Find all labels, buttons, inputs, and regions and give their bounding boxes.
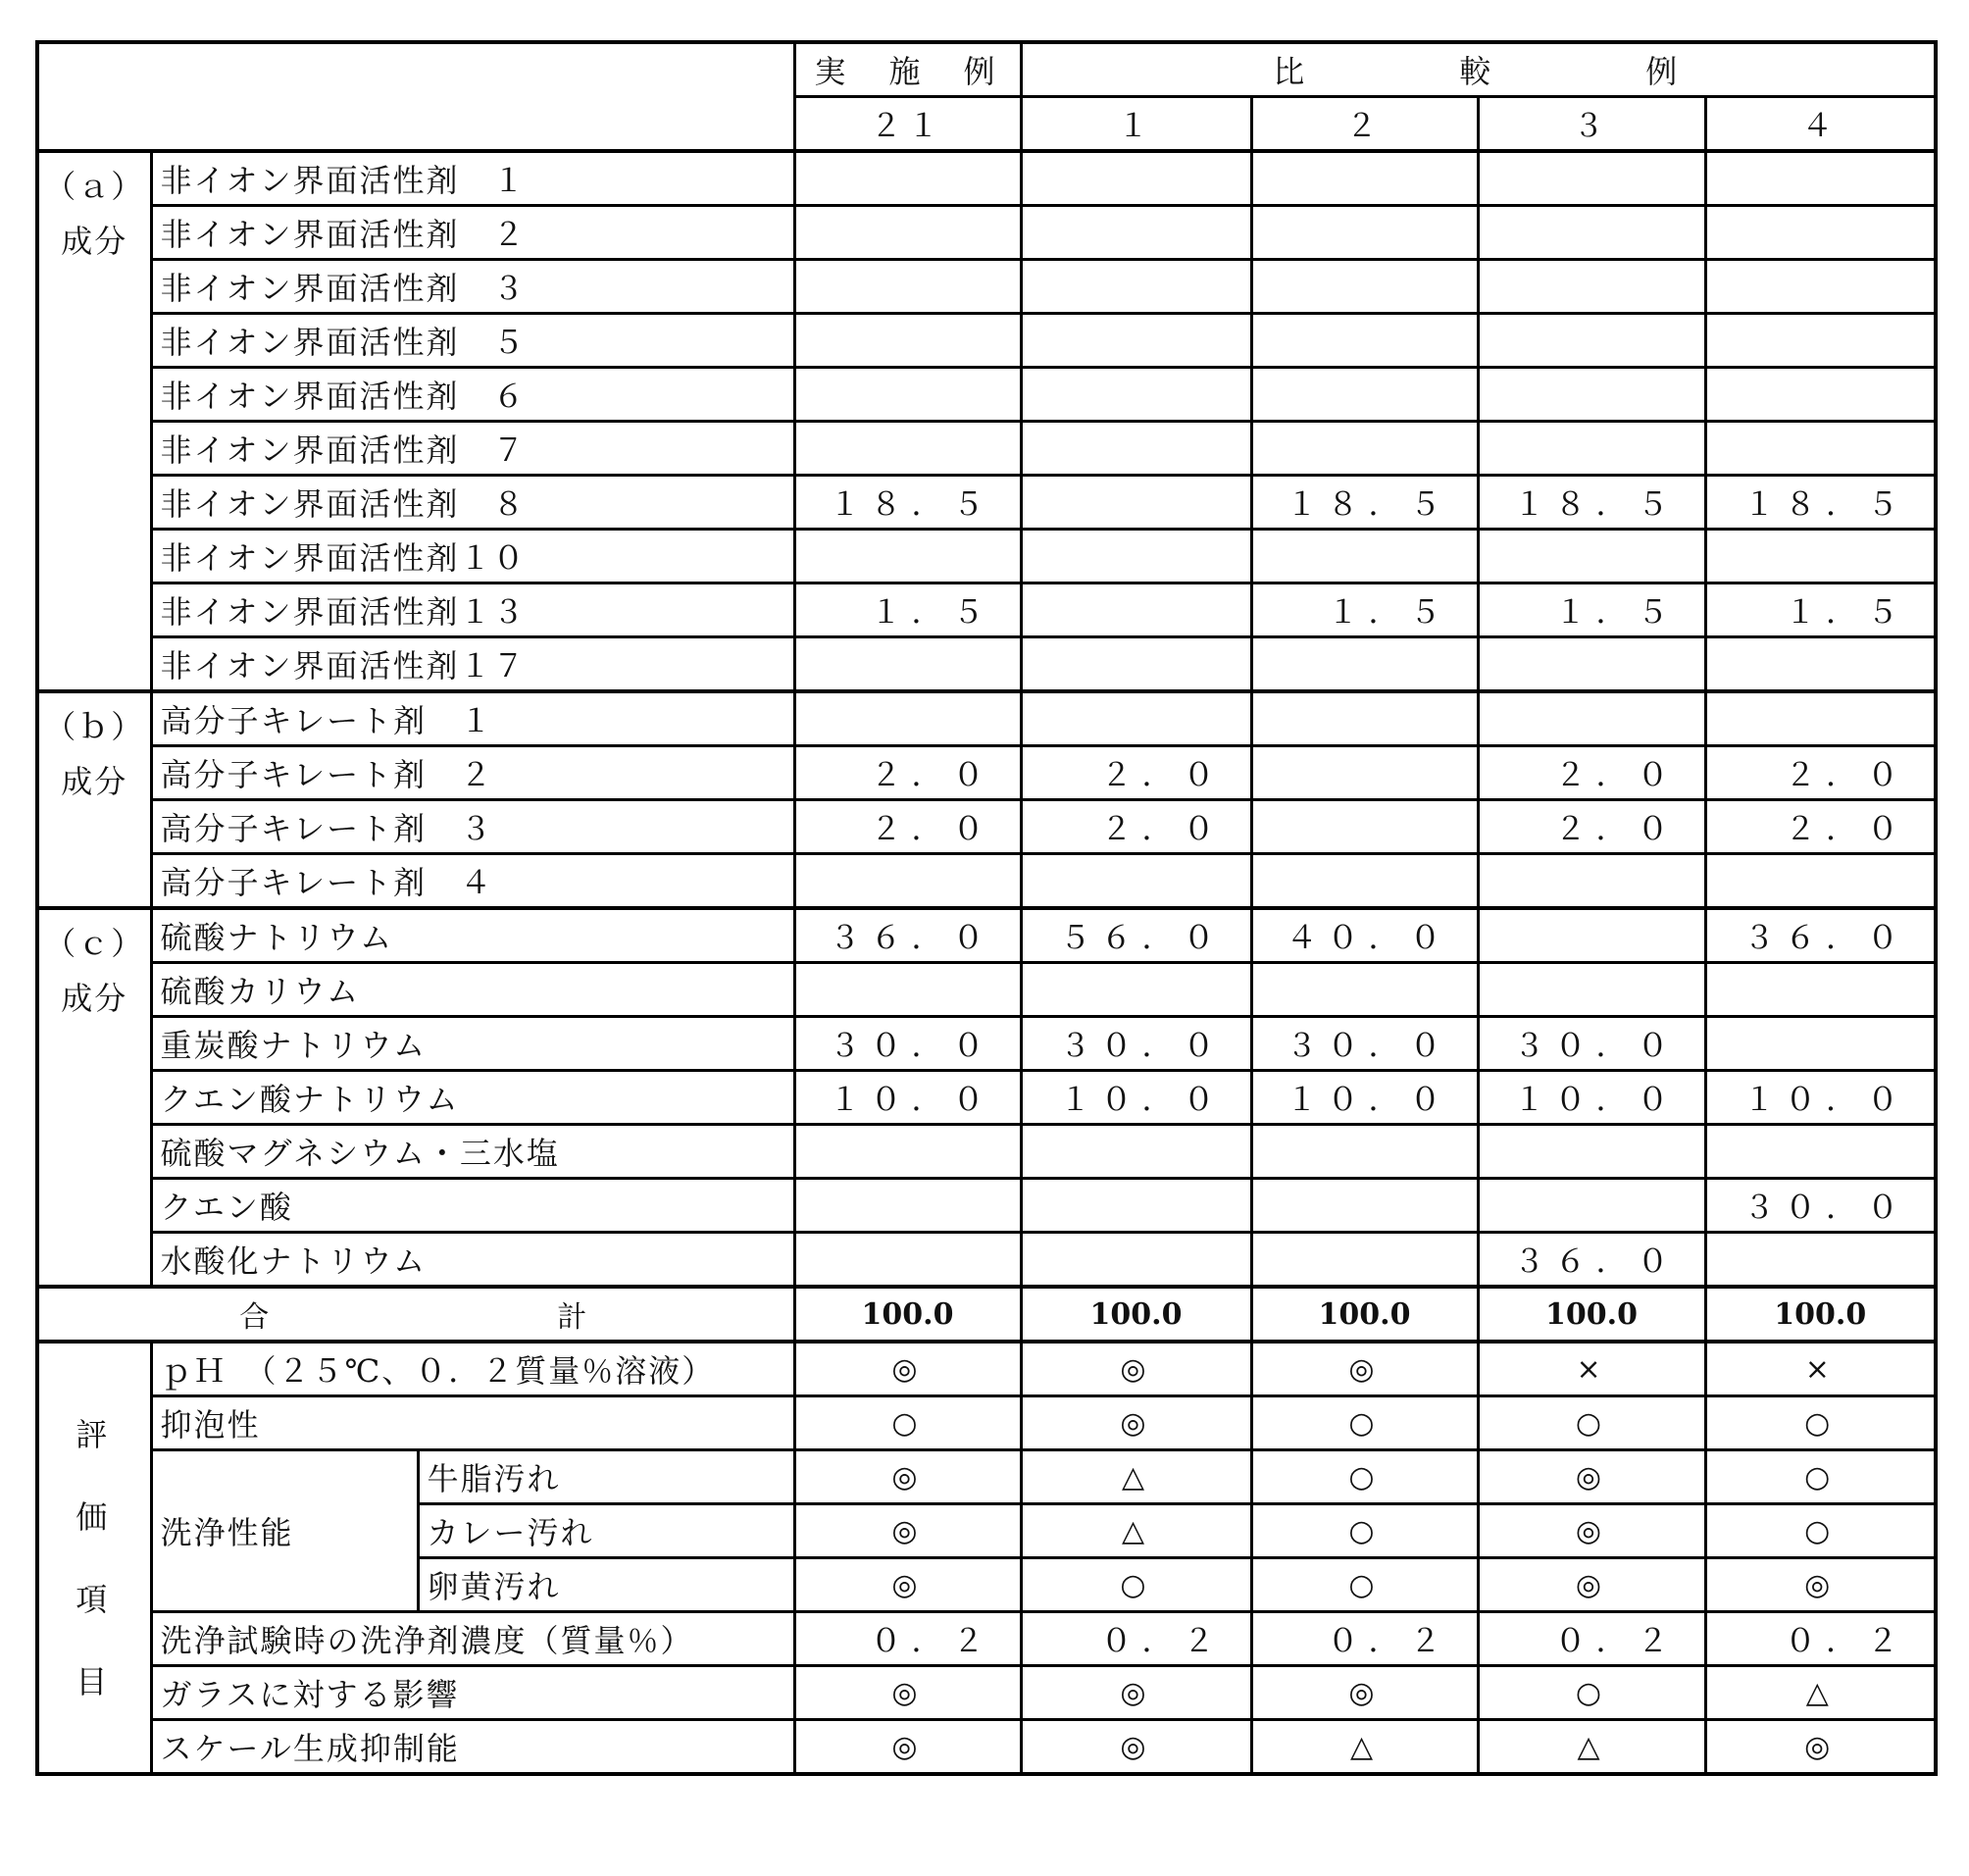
value-cell: △: [1251, 1720, 1478, 1775]
value-cell: ○: [1705, 1396, 1936, 1450]
value-cell: ◎: [1021, 1342, 1251, 1396]
formulation-table: [35, 40, 1938, 1776]
evaluation-item: 洗浄性能: [151, 1450, 418, 1612]
value-cell: [1021, 206, 1251, 260]
table-row: [37, 260, 1936, 314]
value-cell: 100.0: [1021, 1287, 1251, 1342]
value-cell: １０．０: [1478, 1071, 1705, 1125]
table-row: [37, 476, 1936, 530]
ingredient-name: 非イオン界面活性剤１３: [151, 583, 794, 637]
value-cell: [794, 422, 1021, 476]
table-row: [37, 422, 1936, 476]
value-cell: ◎: [1478, 1450, 1705, 1504]
ingredient-name: 高分子キレート剤 ２: [151, 746, 794, 800]
table-row: [37, 583, 1936, 637]
value-cell: ◎: [794, 1666, 1021, 1720]
value-cell: [1251, 1179, 1478, 1233]
value-cell: [1705, 530, 1936, 583]
value-cell: [794, 368, 1021, 422]
value-cell: [794, 963, 1021, 1017]
value-cell: ○: [1021, 1558, 1251, 1612]
ingredient-name: 高分子キレート剤 ３: [151, 800, 794, 854]
value-cell: ０．２: [794, 1612, 1021, 1666]
ingredient-name: 非イオン界面活性剤 ５: [151, 314, 794, 368]
table-row: [37, 206, 1936, 260]
evaluation-row: [37, 1342, 1936, 1396]
value-cell: ○: [1251, 1450, 1478, 1504]
value-cell: ◎: [1478, 1504, 1705, 1558]
value-cell: ２．０: [1478, 746, 1705, 800]
value-cell: [1021, 854, 1251, 909]
value-cell: ２．０: [794, 800, 1021, 854]
value-cell: [1251, 800, 1478, 854]
evaluation-row: [37, 1612, 1936, 1666]
value-cell: [1021, 151, 1251, 206]
value-cell: ◎: [794, 1720, 1021, 1775]
value-cell: １０．０: [794, 1071, 1021, 1125]
value-cell: １８．５: [1705, 476, 1936, 530]
value-cell: [1478, 151, 1705, 206]
value-cell: [1251, 530, 1478, 583]
value-cell: [794, 637, 1021, 692]
value-cell: [1478, 1179, 1705, 1233]
value-cell: ４０．０: [1251, 908, 1478, 963]
value-cell: △: [1705, 1666, 1936, 1720]
value-cell: ◎: [794, 1504, 1021, 1558]
evaluation-subitem: カレー汚れ: [418, 1504, 794, 1558]
table-row: [37, 637, 1936, 692]
value-cell: ３６．０: [1705, 908, 1936, 963]
value-cell: ◎: [1251, 1342, 1478, 1396]
ingredient-name: 非イオン界面活性剤１７: [151, 637, 794, 692]
table-row: [37, 1071, 1936, 1125]
value-cell: ０．２: [1251, 1612, 1478, 1666]
value-cell: [1021, 530, 1251, 583]
ingredient-name: 非イオン界面活性剤 ６: [151, 368, 794, 422]
value-cell: ○: [794, 1396, 1021, 1450]
value-cell: [1478, 422, 1705, 476]
table-row: [37, 691, 1936, 746]
value-cell: 100.0: [1705, 1287, 1936, 1342]
value-cell: [1478, 314, 1705, 368]
column-header: ２: [1251, 97, 1478, 152]
value-cell: [1705, 1233, 1936, 1288]
value-cell: [1705, 854, 1936, 909]
value-cell: [1251, 206, 1478, 260]
value-cell: １０．０: [1705, 1071, 1936, 1125]
value-cell: [1021, 1179, 1251, 1233]
value-cell: ３６．０: [794, 908, 1021, 963]
value-cell: [794, 1233, 1021, 1288]
value-cell: [1021, 583, 1251, 637]
ingredient-name: 非イオン界面活性剤 ２: [151, 206, 794, 260]
evaluation-item: 抑泡性: [151, 1396, 794, 1450]
group-label: （ａ） 成分: [37, 151, 151, 691]
value-cell: [794, 314, 1021, 368]
value-cell: [1478, 530, 1705, 583]
header-comparative: 比 較 例: [1021, 42, 1936, 97]
value-cell: １．５: [794, 583, 1021, 637]
evaluation-row: [37, 1720, 1936, 1775]
value-cell: １０．０: [1251, 1071, 1478, 1125]
value-cell: [1021, 963, 1251, 1017]
value-cell: １８．５: [1478, 476, 1705, 530]
value-cell: [1251, 151, 1478, 206]
value-cell: ◎: [794, 1450, 1021, 1504]
value-cell: [1251, 637, 1478, 692]
column-header: ４: [1705, 97, 1936, 152]
ingredient-name: 高分子キレート剤 １: [151, 691, 794, 746]
value-cell: ◎: [794, 1342, 1021, 1396]
table-row: [37, 1125, 1936, 1179]
value-cell: ◎: [1021, 1396, 1251, 1450]
ingredient-name: 水酸化ナトリウム: [151, 1233, 794, 1288]
value-cell: [1251, 314, 1478, 368]
value-cell: [1705, 637, 1936, 692]
value-cell: [1021, 1125, 1251, 1179]
ingredient-name: 非イオン界面活性剤 ８: [151, 476, 794, 530]
value-cell: 100.0: [1478, 1287, 1705, 1342]
evaluation-item: ガラスに対する影響: [151, 1666, 794, 1720]
value-cell: [1251, 422, 1478, 476]
value-cell: △: [1021, 1450, 1251, 1504]
value-cell: [1705, 963, 1936, 1017]
ingredient-name: 高分子キレート剤 ４: [151, 854, 794, 909]
value-cell: △: [1478, 1720, 1705, 1775]
value-cell: ◎: [1251, 1666, 1478, 1720]
value-cell: ◎: [794, 1558, 1021, 1612]
value-cell: 100.0: [794, 1287, 1021, 1342]
value-cell: [1021, 368, 1251, 422]
value-cell: １０．０: [1021, 1071, 1251, 1125]
value-cell: [794, 151, 1021, 206]
table-row: [37, 800, 1936, 854]
value-cell: ◎: [1478, 1558, 1705, 1612]
value-cell: [1251, 1233, 1478, 1288]
value-cell: [1251, 963, 1478, 1017]
value-cell: ５６．０: [1021, 908, 1251, 963]
value-cell: [794, 530, 1021, 583]
header-example: 実 施 例: [794, 42, 1021, 97]
evaluation-row: [37, 1666, 1936, 1720]
column-header: ３: [1478, 97, 1705, 152]
evaluation-subitem: 牛脂汚れ: [418, 1450, 794, 1504]
value-cell: ３０．０: [1251, 1017, 1478, 1071]
value-cell: [1705, 206, 1936, 260]
value-cell: ○: [1705, 1504, 1936, 1558]
evaluation-row: [37, 1450, 1936, 1504]
evaluation-item: 洗浄試験時の洗浄剤濃度（質量％）: [151, 1612, 794, 1666]
value-cell: [794, 206, 1021, 260]
table-row: [37, 530, 1936, 583]
value-cell: ◎: [1021, 1666, 1251, 1720]
value-cell: [1021, 691, 1251, 746]
value-cell: [1478, 691, 1705, 746]
value-cell: １．５: [1705, 583, 1936, 637]
value-cell: [1705, 260, 1936, 314]
value-cell: ２．０: [1021, 746, 1251, 800]
value-cell: １８．５: [1251, 476, 1478, 530]
value-cell: １．５: [1478, 583, 1705, 637]
value-cell: ◎: [1021, 1720, 1251, 1775]
value-cell: ○: [1251, 1504, 1478, 1558]
value-cell: ３６．０: [1478, 1233, 1705, 1288]
value-cell: ３０．０: [1705, 1179, 1936, 1233]
value-cell: ×: [1478, 1342, 1705, 1396]
value-cell: [1478, 206, 1705, 260]
value-cell: ◎: [1705, 1720, 1936, 1775]
value-cell: [1478, 963, 1705, 1017]
value-cell: [1705, 368, 1936, 422]
ingredient-name: 重炭酸ナトリウム: [151, 1017, 794, 1071]
value-cell: [1478, 854, 1705, 909]
table-row: [37, 908, 1936, 963]
value-cell: △: [1021, 1504, 1251, 1558]
value-cell: ２．０: [1705, 746, 1936, 800]
value-cell: １．５: [1251, 583, 1478, 637]
total-row: [37, 1287, 1936, 1342]
value-cell: 100.0: [1251, 1287, 1478, 1342]
evaluation-item: スケール生成抑制能: [151, 1720, 794, 1775]
group-label: （ｂ） 成分: [37, 691, 151, 908]
evaluation-item: ｐＨ （２５℃、０．２質量％溶液）: [151, 1342, 794, 1396]
value-cell: ２．０: [794, 746, 1021, 800]
value-cell: ３０．０: [1478, 1017, 1705, 1071]
value-cell: ２．０: [1021, 800, 1251, 854]
value-cell: １８．５: [794, 476, 1021, 530]
value-cell: [1705, 151, 1936, 206]
table-row: [37, 854, 1936, 909]
value-cell: ×: [1705, 1342, 1936, 1396]
group-label: （ｃ） 成分: [37, 908, 151, 1287]
value-cell: ２．０: [1478, 800, 1705, 854]
value-cell: [1251, 854, 1478, 909]
value-cell: ３０．０: [1021, 1017, 1251, 1071]
value-cell: [1705, 1125, 1936, 1179]
value-cell: [1021, 637, 1251, 692]
value-cell: ２．０: [1705, 800, 1936, 854]
ingredient-name: 硫酸マグネシウム・三水塩: [151, 1125, 794, 1179]
value-cell: [1021, 476, 1251, 530]
ingredient-name: クエン酸: [151, 1179, 794, 1233]
value-cell: ０．２: [1478, 1612, 1705, 1666]
ingredient-name: 硫酸ナトリウム: [151, 908, 794, 963]
value-cell: [1705, 422, 1936, 476]
ingredient-name: 硫酸カリウム: [151, 963, 794, 1017]
evaluation-subitem: 卵黄汚れ: [418, 1558, 794, 1612]
value-cell: [1021, 260, 1251, 314]
column-header: １: [1021, 97, 1251, 152]
table-row: [37, 151, 1936, 206]
table-row: [37, 1233, 1936, 1288]
value-cell: ○: [1251, 1396, 1478, 1450]
value-cell: [1251, 368, 1478, 422]
value-cell: ○: [1478, 1666, 1705, 1720]
value-cell: ０．２: [1705, 1612, 1936, 1666]
ingredient-name: クエン酸ナトリウム: [151, 1071, 794, 1125]
value-cell: [1478, 1125, 1705, 1179]
table-row: [37, 314, 1936, 368]
value-cell: [1478, 260, 1705, 314]
value-cell: ０．２: [1021, 1612, 1251, 1666]
value-cell: [1251, 1125, 1478, 1179]
value-cell: [1021, 422, 1251, 476]
value-cell: ○: [1705, 1450, 1936, 1504]
evaluation-label: 評 価 項 目: [37, 1342, 151, 1774]
header-corner: [37, 42, 794, 151]
value-cell: ３０．０: [794, 1017, 1021, 1071]
total-label: 合 計: [37, 1287, 794, 1342]
value-cell: ○: [1251, 1558, 1478, 1612]
value-cell: [1251, 691, 1478, 746]
value-cell: [1478, 908, 1705, 963]
ingredient-name: 非イオン界面活性剤１０: [151, 530, 794, 583]
value-cell: [794, 260, 1021, 314]
value-cell: ◎: [1705, 1558, 1936, 1612]
value-cell: [1251, 260, 1478, 314]
ingredient-name: 非イオン界面活性剤 ３: [151, 260, 794, 314]
value-cell: [1478, 637, 1705, 692]
table-row: [37, 746, 1936, 800]
value-cell: [1021, 1233, 1251, 1288]
value-cell: [1251, 746, 1478, 800]
value-cell: [1705, 1017, 1936, 1071]
value-cell: [1021, 314, 1251, 368]
table-row: [37, 1179, 1936, 1233]
value-cell: [1705, 691, 1936, 746]
column-header: ２１: [794, 97, 1021, 152]
value-cell: [794, 691, 1021, 746]
table-row: [37, 1017, 1936, 1071]
value-cell: ○: [1478, 1396, 1705, 1450]
value-cell: [1705, 314, 1936, 368]
table-row: [37, 368, 1936, 422]
value-cell: [794, 854, 1021, 909]
ingredient-name: 非イオン界面活性剤 １: [151, 151, 794, 206]
value-cell: [794, 1125, 1021, 1179]
ingredient-name: 非イオン界面活性剤 ７: [151, 422, 794, 476]
value-cell: [794, 1179, 1021, 1233]
evaluation-row: [37, 1396, 1936, 1450]
table-row: [37, 963, 1936, 1017]
value-cell: [1478, 368, 1705, 422]
